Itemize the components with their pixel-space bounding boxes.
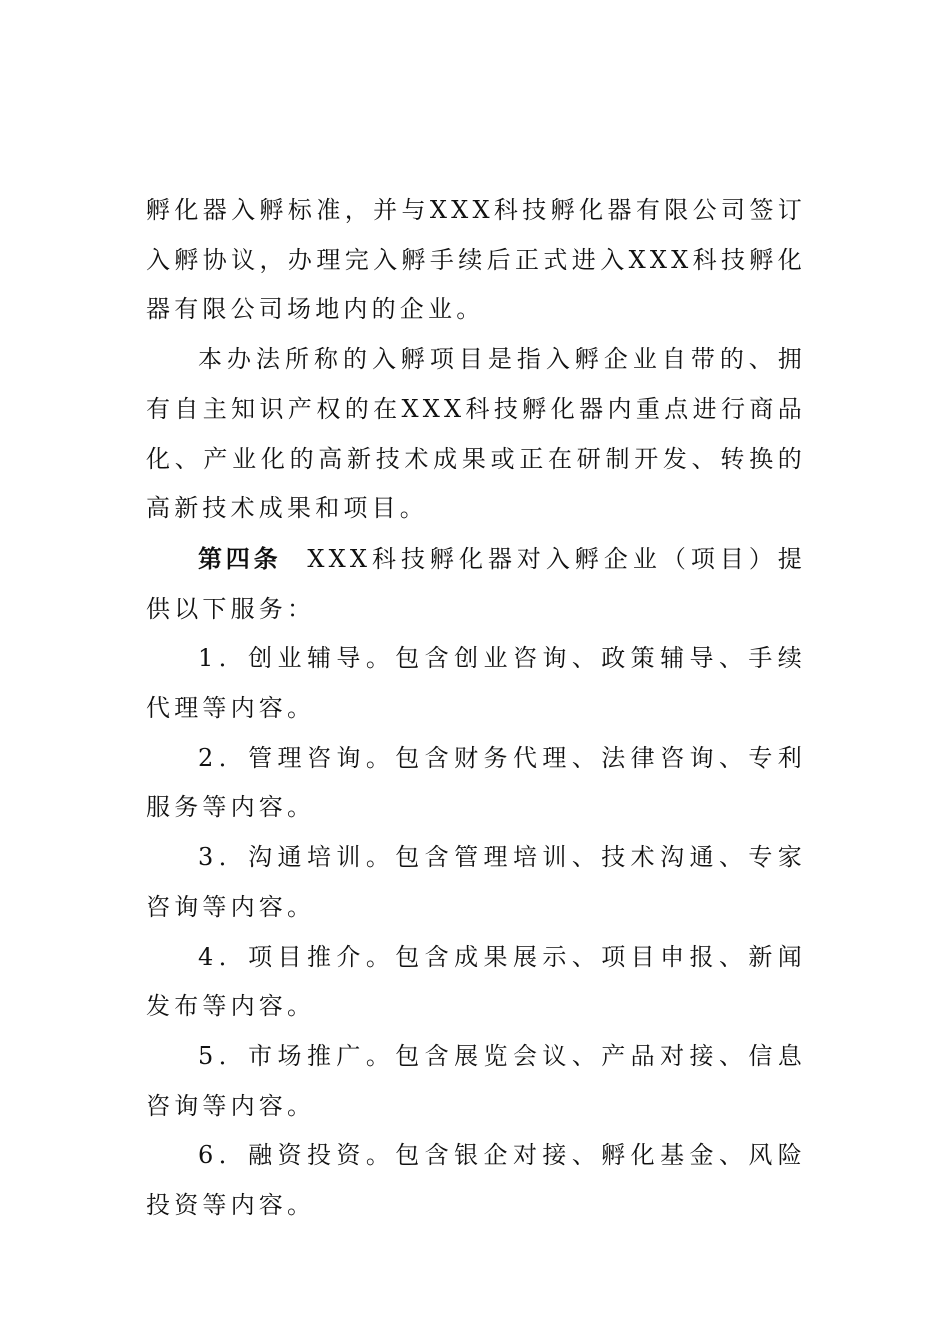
- service-item-3: 3．沟通培训。包含管理培训、技术沟通、专家咨询等内容。: [146, 843, 806, 921]
- paragraph-incubation-project-definition: 本办法所称的入孵项目是指入孵企业自带的、拥有自主知识产权的在XXX科技孵化器内重点进行商品化、产业化的高新技术成果或正在研制开发、转换的高新技术成果和项目。: [146, 345, 806, 523]
- service-item-6: 6．融资投资。包含银企对接、孵化基金、风险投资等内容。: [146, 1141, 806, 1220]
- service-item-2: 2．管理咨询。包含财务代理、法律咨询、专利服务等内容。: [146, 743, 806, 822]
- paragraph-continuation: 孵化器入孵标准，并与XXX科技孵化器有限公司签订入孵协议，办理完入孵手续后正式进入XXX科技孵化器有限公司场地内的企业。: [146, 196, 806, 324]
- document-page: [146, 186, 806, 1231]
- service-item-4: 4．项目推介。包含成果展示、项目申报、新闻发布等内容。: [146, 942, 806, 1021]
- service-item-5: 5．市场推广。包含展览会议、产品对接、信息咨询等内容。: [146, 1041, 806, 1120]
- article-four: [146, 534, 806, 634]
- article-text: XXX科技孵化器对入孵企业（项目）提供以下服务：: [146, 544, 806, 623]
- service-item-1: 1．创业辅导。包含创业咨询、政策辅导、手续代理等内容。: [146, 644, 806, 723]
- article-label: 第四条: [198, 543, 282, 573]
